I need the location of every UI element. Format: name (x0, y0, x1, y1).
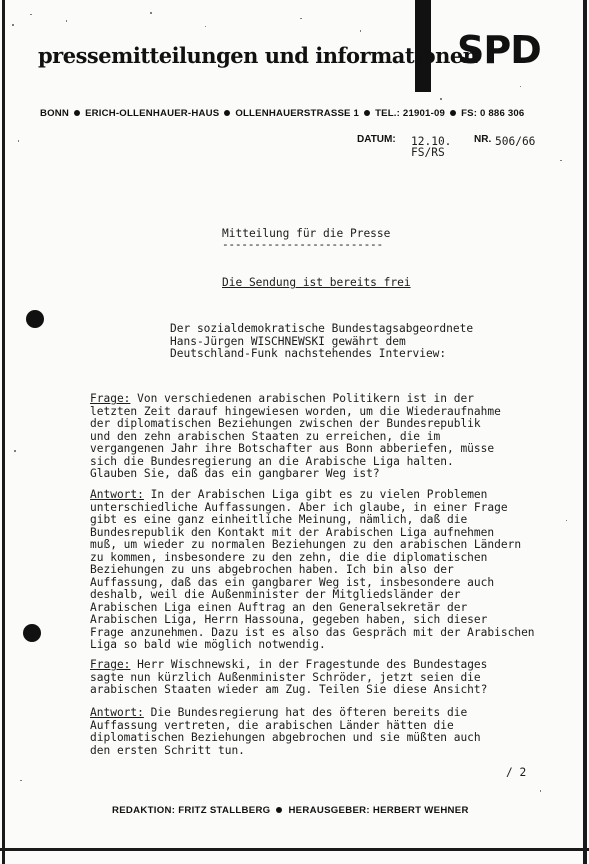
number-value: 506/66 (495, 135, 536, 148)
question-label: Frage: (90, 658, 131, 671)
paragraph-line: vergangenen Jahr ihre Botschafter aus Bonn abberiefen, müsse (90, 442, 495, 455)
intro-line: Deutschland-Funk nachstehendes Interview: (170, 347, 447, 360)
scan-speck (520, 86, 521, 87)
intro-line: Der sozialdemokratische Bundestagsabgeordnete (170, 322, 474, 335)
question-2 (90, 659, 487, 697)
question-label: Frage: (90, 392, 131, 405)
paragraph-line: Von verschiedenen arabischen Politikern ist in der (130, 392, 474, 405)
scan-edge-left (2, 0, 5, 864)
paragraph-line: Frage anzunehmen. Dazu ist es also das Gespräch mit der Arabischen (90, 625, 535, 639)
paragraph-line: den ersten Schritt tun. (90, 743, 245, 757)
author-initials: FS/RS (411, 146, 445, 159)
paragraph-line: Beziehungen zu uns abgebrochen haben. Ich bin also der (90, 563, 454, 576)
paragraph-line: Die Bundesregierung hat des öfteren bereits die (143, 706, 468, 719)
answer-label: Antwort: (90, 488, 144, 501)
bullet-icon (276, 807, 282, 813)
address-city: BONN (40, 108, 70, 119)
address-telex: FS: 0 886 306 (461, 108, 525, 119)
scan-speck (360, 30, 361, 32)
scan-edge-bottom (0, 848, 589, 851)
paragraph-line: unterschiedliche Auffassungen. Aber ich glaube, in einer Frage (90, 500, 508, 514)
bullet-icon (450, 110, 456, 116)
footer-editor: REDAKTION: FRITZ STALLBERG (112, 805, 271, 816)
document-heading: Mitteilung für die Presse (222, 227, 391, 240)
paragraph-line: Bundesrepublik den Kontakt mit der Arabischen Liga aufnehmen (90, 525, 495, 539)
paragraph-line: Auffassung vertreten, die arabischen Länder hätten die (90, 718, 454, 732)
paragraph-line: Herr Wischnewski, in der Fragestunde des Bundestages (130, 658, 488, 671)
answer-1 (90, 489, 535, 652)
bullet-icon (74, 110, 80, 116)
footer-publisher: HERAUSGEBER: HERBERT WEHNER (288, 805, 469, 816)
paragraph-line: sagte nun kürzlich Außenminister Schröder, jetzt seien die (90, 670, 481, 684)
party-logo: SPD (457, 28, 541, 72)
paragraph-line: deshalb, weil die Außenminister der Mitgliedsländer der (90, 588, 461, 601)
paragraph-line: Liga so bald wie möglich notwendig. (90, 638, 326, 651)
paragraph-line: muß, um wieder zu normalen Beziehungen zu den arabischen Ländern (90, 538, 522, 551)
intro-paragraph (170, 323, 473, 361)
date-label: DATUM: (357, 134, 396, 145)
paragraph-line: letzten Zeit darauf hingewiesen worden, um die Wiederaufnahme (90, 404, 501, 418)
punch-hole-icon (23, 624, 41, 642)
answer-label: Antwort: (90, 706, 144, 719)
paragraph-line: arabischen Staaten wieder am Zug. Teilen Sie diese Ansicht? (90, 683, 488, 696)
paragraph-line: und den zehn arabischen Staaten zu erreichen, die im (90, 429, 441, 443)
intro-line: Hans-Jürgen WISCHNEWSKI gewährt dem (170, 334, 406, 348)
address-building: ERICH-OLLENHAUER-HAUS (85, 108, 220, 119)
address-phone: TEL.: 21901-09 (375, 108, 446, 119)
address-street: OLLENHAUERSTRASSE 1 (235, 108, 360, 119)
heading-underline: ------------------------- (222, 238, 383, 251)
scan-edge-right (583, 0, 587, 864)
paragraph-line: Glauben Sie, daß das ein gangbarer Weg ist? (90, 467, 380, 480)
paragraph-line: sich die Bundesregierung an die Arabische Liga halten. (90, 454, 454, 468)
scan-speck (66, 20, 67, 22)
release-note: Die Sendung ist bereits frei (222, 276, 411, 289)
scan-speck (440, 98, 442, 100)
scan-speck (150, 12, 152, 14)
scan-speck (566, 520, 567, 521)
scan-speck (560, 160, 562, 161)
scan-speck (300, 18, 302, 19)
paragraph-line: diplomatischen Beziehungen abgebrochen und sie müßten auch (90, 731, 481, 744)
paragraph-line: Auffassung, daß das ein gangbarer Weg ist, insbesondere auch (90, 575, 495, 589)
letterhead-address (40, 108, 524, 119)
punch-hole-icon (26, 310, 44, 328)
scan-speck (30, 14, 32, 15)
scan-speck (14, 450, 16, 452)
paragraph-line: der diplomatischen Beziehungen zwischen der Bundesrepublik (90, 417, 481, 430)
paragraph-line: In der Arabischen Liga gibt es zu vielen Problemen (143, 488, 488, 501)
bullet-icon (224, 110, 230, 116)
scan-speck (540, 790, 541, 792)
scan-speck (18, 140, 19, 142)
paragraph-line: zu kommen, insbesondere zu den zehn, die die diplomatischen (90, 550, 488, 564)
scan-speck (12, 24, 14, 26)
answer-2 (90, 707, 481, 757)
paragraph-line: gibt es eine ganz einheitliche Meinung, nämlich, daß die (90, 513, 468, 526)
footer (112, 805, 469, 816)
paragraph-line: Arabischen Liga einen Auftrag an den Generalsekretär der (90, 600, 468, 614)
bullet-icon (364, 110, 370, 116)
page-number: / 2 (506, 766, 527, 779)
number-label: NR. (474, 134, 492, 145)
scan-speck (20, 780, 22, 781)
letterhead-title: pressemitteilungen und informationen (38, 43, 478, 68)
question-1 (90, 393, 501, 481)
date-value: 12.10. (411, 135, 452, 148)
paragraph-line: Arabischen Liga, Herrn Hassouna, gegeben haben, sich dieser (90, 613, 488, 626)
scan-speck (205, 26, 206, 27)
